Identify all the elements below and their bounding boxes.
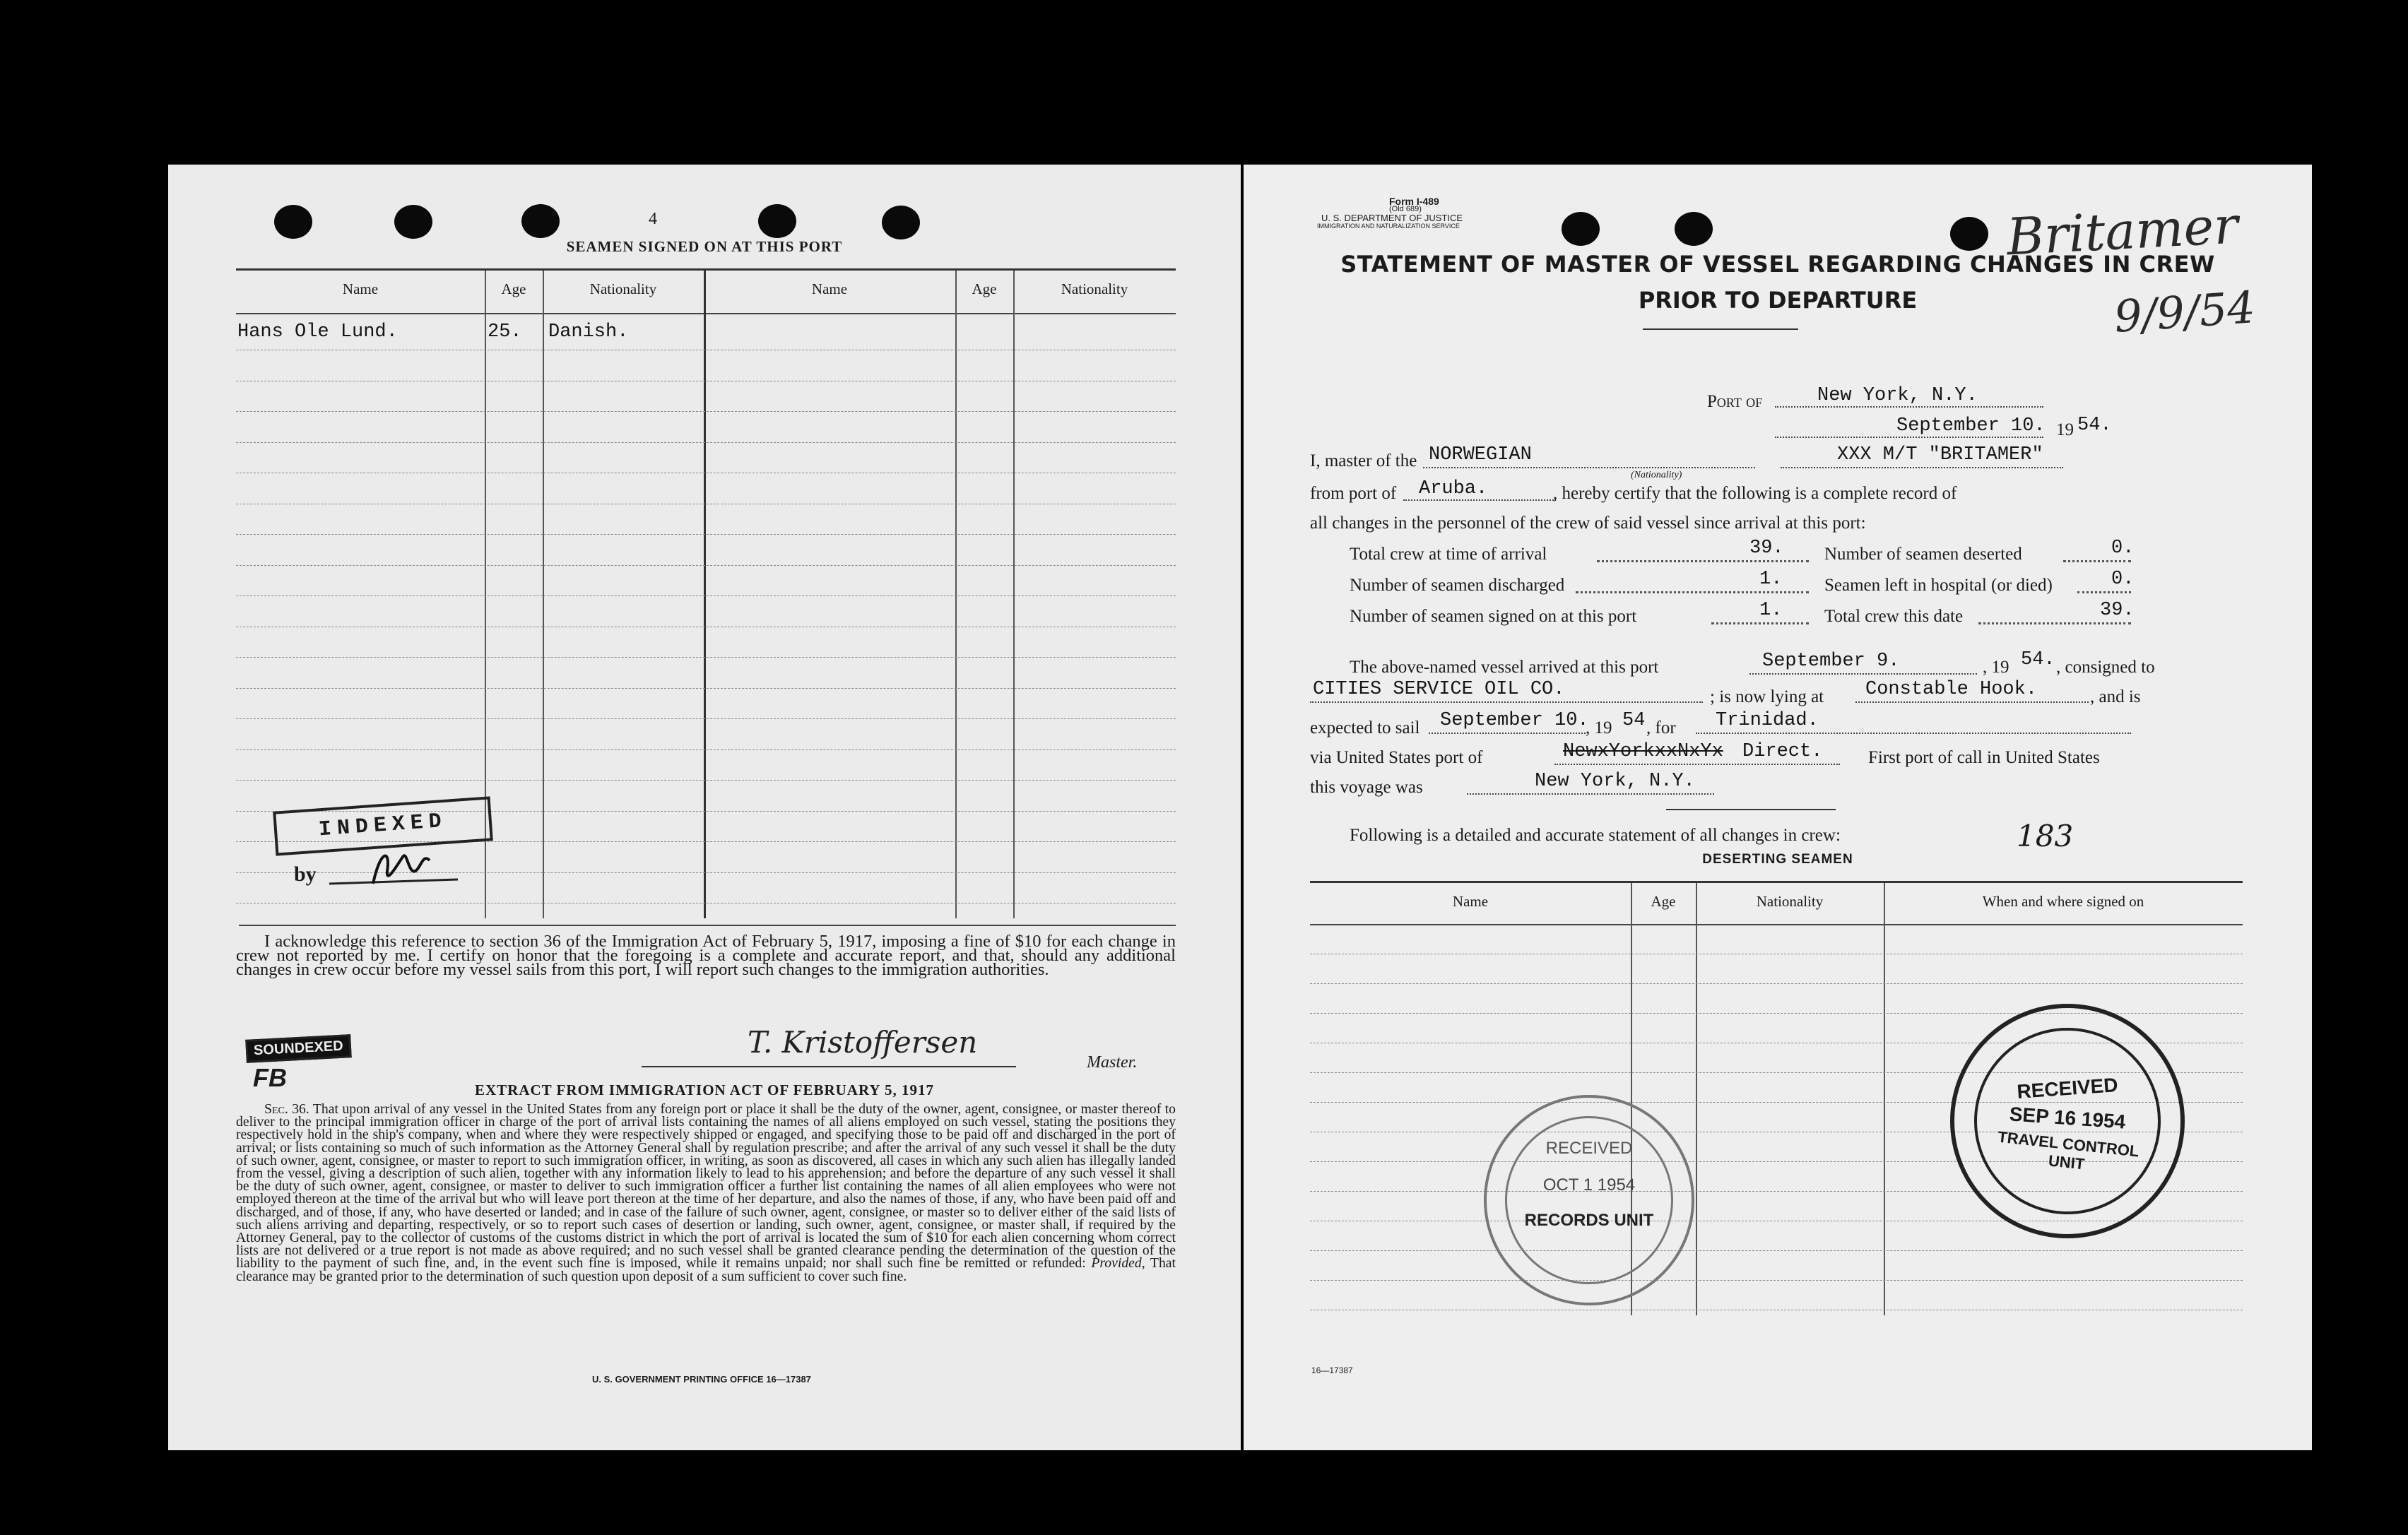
form-subtitle: PRIOR TO DEPARTURE — [1638, 287, 1918, 314]
year-value: 54. — [2077, 415, 2112, 436]
indexed-by-label: by — [294, 863, 317, 886]
and-is: , and is — [2090, 687, 2141, 706]
table-rule — [1310, 1250, 2243, 1251]
voyage-value: New York, N.Y. — [1535, 771, 1695, 792]
certify-text-2: all changes in the personnel of the crew of said vessel since arrival at this port: — [1310, 514, 1866, 533]
voyage-label: this voyage was — [1310, 778, 1423, 797]
form-title: STATEMENT OF MASTER OF VESSEL REGARDING CHANGES IN CREW — [1340, 251, 2215, 278]
vessel-value: XXX M/T "BRITAMER" — [1837, 444, 2043, 466]
department: U. S. DEPARTMENT OF JUSTICE — [1321, 213, 1463, 223]
received-stamp-travel-control: RECEIVED SEP 16 1954 TRAVEL CONTROL UNIT — [1950, 1004, 2185, 1238]
seaman-age: 25. — [488, 321, 522, 343]
page-number: 4 — [649, 210, 657, 228]
expected-value: September 10. — [1440, 710, 1589, 731]
deserted-label: Number of seamen deserted — [1824, 545, 2022, 564]
handwritten-date: 9/9/54 — [2112, 281, 2257, 343]
via-struck: NewxYorkxxNxYx — [1563, 741, 1723, 762]
signature-role: Master. — [1087, 1053, 1138, 1072]
punch-hole — [1950, 217, 1988, 251]
acknowledgement-text: I acknowledge this reference to section 36 of the Immigration Act of February 5, 1917, imposing a fine of $10 for each change in crew not reported by me. I certify on honor that the foregoing is a complete and accurate report, and that, should any additional changes in crew occur before my vessel sails from this port, I will report such changes to the immigration authorities. — [236, 932, 1176, 979]
arrived-value: September 9. — [1762, 651, 1900, 672]
col-header-age: Age — [1651, 893, 1676, 910]
nationality-value: NORWEGIAN — [1429, 444, 1532, 466]
table-rule — [236, 595, 1176, 596]
table-rule — [236, 534, 1176, 535]
table-rule — [236, 657, 1176, 658]
signed-on-label: Number of seamen signed on at this port — [1350, 607, 1637, 626]
seaman-nationality: Danish. — [548, 321, 629, 343]
signed-on-value: 1. — [1759, 600, 1783, 621]
departure-date: September 10. — [1896, 415, 2046, 437]
table-rule — [1310, 1280, 2243, 1281]
discharged-label: Number of seamen discharged — [1350, 576, 1565, 595]
from-port-label: from port of — [1310, 484, 1397, 503]
table-rule — [236, 780, 1176, 781]
expected-label: expected to sail — [1310, 718, 1420, 737]
total-crew-date: 39. — [2100, 600, 2135, 621]
col-header-name-2: Name — [811, 280, 848, 297]
handwritten-number: 183 — [2017, 819, 2074, 853]
left-page — [168, 165, 1241, 1450]
punch-hole — [1562, 212, 1600, 246]
col-header-age: Age — [501, 280, 526, 297]
punch-hole — [1675, 212, 1713, 246]
year-prefix: 19 — [2056, 420, 2074, 439]
col-header-nationality-2: Nationality — [1061, 280, 1128, 297]
col-header-signed-on: When and where signed on — [1982, 893, 2144, 910]
lying-value: Constable Hook. — [1865, 679, 2038, 700]
via-label: via United States port of — [1310, 748, 1483, 767]
arrived-year: 54. — [2021, 649, 2055, 670]
indexed-stamp: INDEXED — [273, 796, 493, 855]
consigned-label: , consigned to — [2056, 658, 2155, 677]
service: IMMIGRATION AND NATURALIZATION SERVICE — [1317, 223, 1460, 230]
for-label: , for — [1646, 718, 1676, 737]
expected-year-prefix: , 19 — [1586, 718, 1612, 737]
total-crew-date-label: Total crew this date — [1824, 607, 1964, 626]
table-rule — [236, 411, 1176, 412]
deserted-value: 0. — [2111, 538, 2135, 559]
total-crew-arrival: 39. — [1749, 538, 1784, 559]
table-rule — [236, 718, 1176, 719]
deserting-title: DESERTING SEAMEN — [1702, 852, 1853, 867]
arrived-label: The above-named vessel arrived at this port — [1350, 658, 1659, 677]
discharged-value: 1. — [1759, 569, 1783, 590]
soundexed-initials: FB — [253, 1063, 287, 1092]
first-port-label: First port of call in United States — [1868, 748, 2100, 767]
col-header-age-2: Age — [972, 280, 997, 297]
table-rule — [236, 565, 1176, 566]
received-stamp-records-unit: RECEIVED OCT 1 1954 RECORDS UNIT — [1484, 1095, 1694, 1305]
table-rule — [236, 688, 1176, 689]
form-old: (Old 689) — [1389, 205, 1422, 213]
seaman-name: Hans Ole Lund. — [237, 321, 398, 343]
total-crew-arrival-label: Total crew at time of arrival — [1350, 545, 1547, 564]
footer-code: 16—17387 — [1311, 1365, 1353, 1375]
handwritten-ship-name: Britamer — [2005, 195, 2240, 267]
expected-year: 54 — [1622, 710, 1646, 731]
printer-line: U. S. GOVERNMENT PRINTING OFFICE 16—17387 — [592, 1374, 811, 1385]
punch-hole — [521, 204, 560, 238]
extract-title: EXTRACT FROM IMMIGRATION ACT OF FEBRUARY 5, 1917 — [474, 1081, 935, 1098]
following-label: Following is a detailed and accurate statement of all changes in crew: — [1350, 826, 1841, 845]
col-header-name: Name — [1452, 893, 1489, 910]
hospital-value: 0. — [2111, 569, 2135, 590]
table-rule — [236, 749, 1176, 750]
form-id: Form I-489 — [1389, 196, 1439, 207]
master-signature: T. Kristoffersen — [748, 1025, 978, 1060]
section-title: SEAMEN SIGNED ON AT THIS PORT — [566, 238, 843, 255]
port-of-value: New York, N.Y. — [1817, 385, 1978, 406]
master-label: I, master of the — [1310, 451, 1417, 470]
extract-text: Sec. 36. That upon arrival of any vessel in the United States from any foreign port or place it shall be the duty of the owner, agent, consignee, or master thereof to deliver to the principal immigration officer in charge of the port of arrival lists containing the names of all aliens employed on such vessel, stating the positions they respectively hold in the ship's company, when and where they were respectively shipped or engaged, and specifying those to be paid off and discharged in the port of arrival; or lists containing so much of such information as the Attorney General shall by regulation prescribe; and after the arrival of any such vessel it shall be the duty of such owner, agent, consignee, or master to report to such immigration officer, in writing, as soon as discovered, all cases in which any such alien has illegally landed from the vessel, giving a description of such alien, together with any information likely to lead to his apprehension; and before the departure of any such vessel it shall be the duty of such owner, agent, consignee, or master to deliver to such immigration officer a further list containing the names of all alien employees who were not employed thereon at the time of the arrival but who will leave port thereon at the time of her departure, and also the names of those, if any, who have been paid off and discharged, and of those, if any, who have deserted or landed; and in case of the failure of such owner, agent, consignee, or master so to deliver either of the said lists of such aliens arriving and departing, respectively, or so to report such cases of desertion or landing, such owner, agent, consignee, or master shall, if required by the Attorney General, pay to the collector of customs of the customs district in which the port of arrival is located the sum of $10 for each alien concerning whom correct lists are not delivered or a true report is not made as above required; and no such vessel shall be granted clearance pending the determination of the question of the liability to the payment of such fine, and, in the event such fine is imposed, while it remains unpaid; nor shall such fine be remitted or refunded: Provided, That clearance may be granted prior to the determination of such question upon deposit of a sum sufficient to cover such fine. — [236, 1101, 1176, 1284]
right-page — [1244, 165, 2312, 1450]
lying-label: ; is now lying at — [1710, 687, 1824, 706]
arrived-year-prefix: , 19 — [1983, 658, 2009, 677]
col-header-nationality: Nationality — [1756, 893, 1824, 910]
via-value: Direct. — [1742, 741, 1823, 762]
punch-hole — [882, 206, 920, 239]
table-rule — [1310, 983, 2243, 984]
soundexed-stamp: SOUNDEXED — [245, 1034, 351, 1063]
indexed-initials — [324, 843, 465, 896]
nationality-caption: (Nationality) — [1631, 470, 1682, 480]
col-header-nationality: Nationality — [589, 280, 657, 297]
hospital-label: Seamen left in hospital (or died) — [1824, 576, 2053, 595]
from-port-value: Aruba. — [1419, 478, 1488, 499]
certify-text: , hereby certify that the following is a complete record of — [1553, 484, 1957, 503]
destination-value: Trinidad. — [1716, 710, 1819, 731]
punch-hole — [274, 205, 312, 239]
table-rule — [236, 442, 1176, 443]
punch-hole — [758, 204, 796, 238]
col-header-name: Name — [342, 280, 379, 297]
consignee-value: CITIES SERVICE OIL CO. — [1313, 679, 1565, 700]
port-of-label: Port of — [1707, 392, 1763, 411]
punch-hole — [394, 205, 432, 239]
